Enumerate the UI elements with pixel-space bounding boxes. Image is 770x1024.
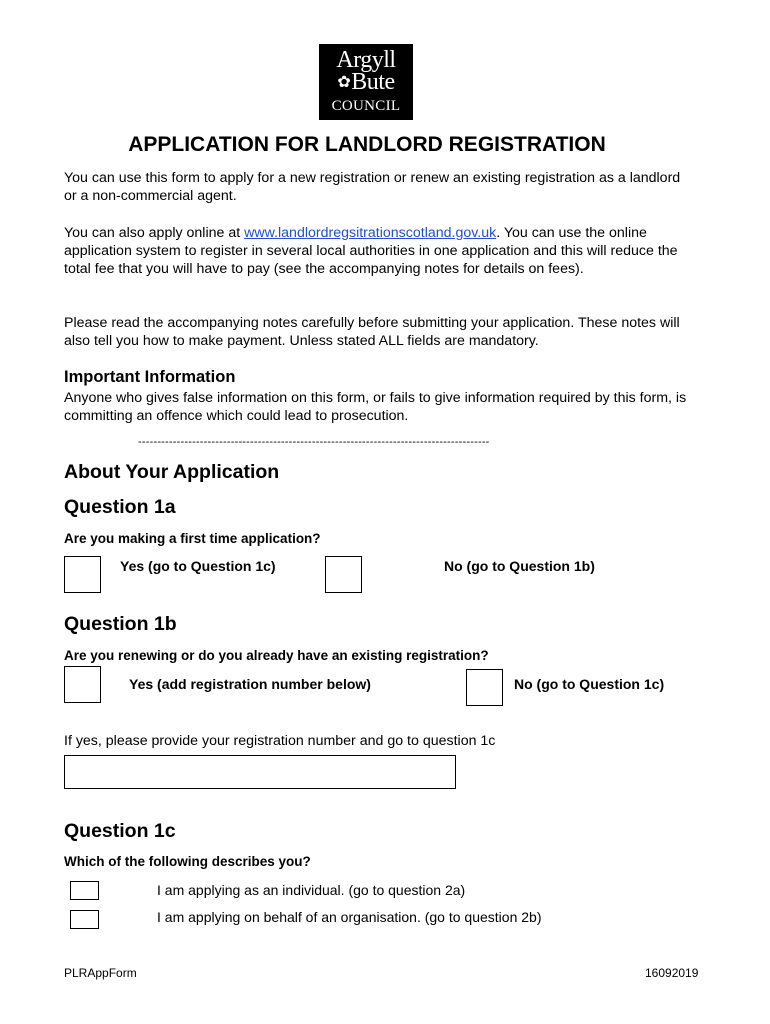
q1c-individual-label: I am applying as an individual. (go to question 2a) [157, 882, 466, 898]
q1b-no-label: No (go to Question 1c) [514, 676, 665, 692]
q1c-organisation-checkbox[interactable] [70, 910, 99, 929]
q1b-no-checkbox[interactable] [466, 669, 503, 706]
q1b-yes-checkbox[interactable] [64, 666, 101, 703]
about-heading: About Your Application [64, 461, 280, 483]
logo-line-argyll: Argyll [336, 47, 396, 73]
q1b-heading: Question 1b [64, 613, 177, 635]
page-title: APPLICATION FOR LANDLORD REGISTRATION [128, 133, 606, 156]
logo-line-council: COUNCIL [331, 98, 401, 114]
important-text: Anyone who gives false information on this form, or fails to give information required by this form, is committing an offence which could lead to prosecution. [64, 390, 687, 424]
online-registration-link[interactable]: www.landlordregsitrationscotland.gov.uk [244, 225, 497, 241]
q1b-yes-label: Yes (add registration number below) [129, 676, 371, 692]
q1a-heading: Question 1a [64, 496, 176, 518]
q1a-yes-checkbox[interactable] [64, 556, 101, 593]
important-heading: Important Information [64, 368, 236, 386]
intro-paragraph-2 [64, 224, 694, 278]
q1c-question: Which of the following describes you? [64, 854, 311, 869]
logo-bute-text: Bute [351, 69, 395, 95]
q1c-heading: Question 1c [64, 820, 176, 842]
council-logo [319, 44, 413, 120]
q1a-no-label: No (go to Question 1b) [444, 558, 595, 574]
q1a-yes-label: Yes (go to Question 1c) [120, 558, 276, 574]
intro-paragraph-1: You can use this form to apply for a new registration or renew an existing registration as a landlord or a non-commercial agent. [64, 170, 681, 204]
q1b-question: Are you renewing or do you already have an existing registration? [64, 648, 489, 663]
q1c-individual-checkbox[interactable] [70, 881, 99, 900]
intro-p2-after: . You can use the online application system to register in several local authorities in one application and this will reduce the total fee that you will have to pay (see the accompanying notes for details on fees). [64, 225, 678, 277]
section-divider: ------------------------------------------------------------------------------------------- [138, 436, 490, 448]
q1a-no-checkbox[interactable] [325, 556, 362, 593]
seal-icon: ✿ [337, 74, 351, 91]
q1c-organisation-label: I am applying on behalf of an organisation. (go to question 2b) [157, 909, 542, 925]
footer-version-date: 16092019 [645, 966, 699, 980]
logo-line-bute [321, 70, 411, 95]
intro-paragraph-3: Please read the accompanying notes carefully before submitting your application. These notes will also tell you how to make payment. Unless stated ALL fields are mandatory. [64, 315, 680, 349]
footer-form-code: PLRAppForm [64, 966, 137, 980]
registration-number-field[interactable] [64, 755, 456, 789]
intro-p2-before: You can also apply online at [64, 225, 245, 241]
registration-number-prompt: If yes, please provide your registration number and go to question 1c [64, 733, 496, 749]
q1a-question: Are you making a first time application? [64, 531, 321, 546]
